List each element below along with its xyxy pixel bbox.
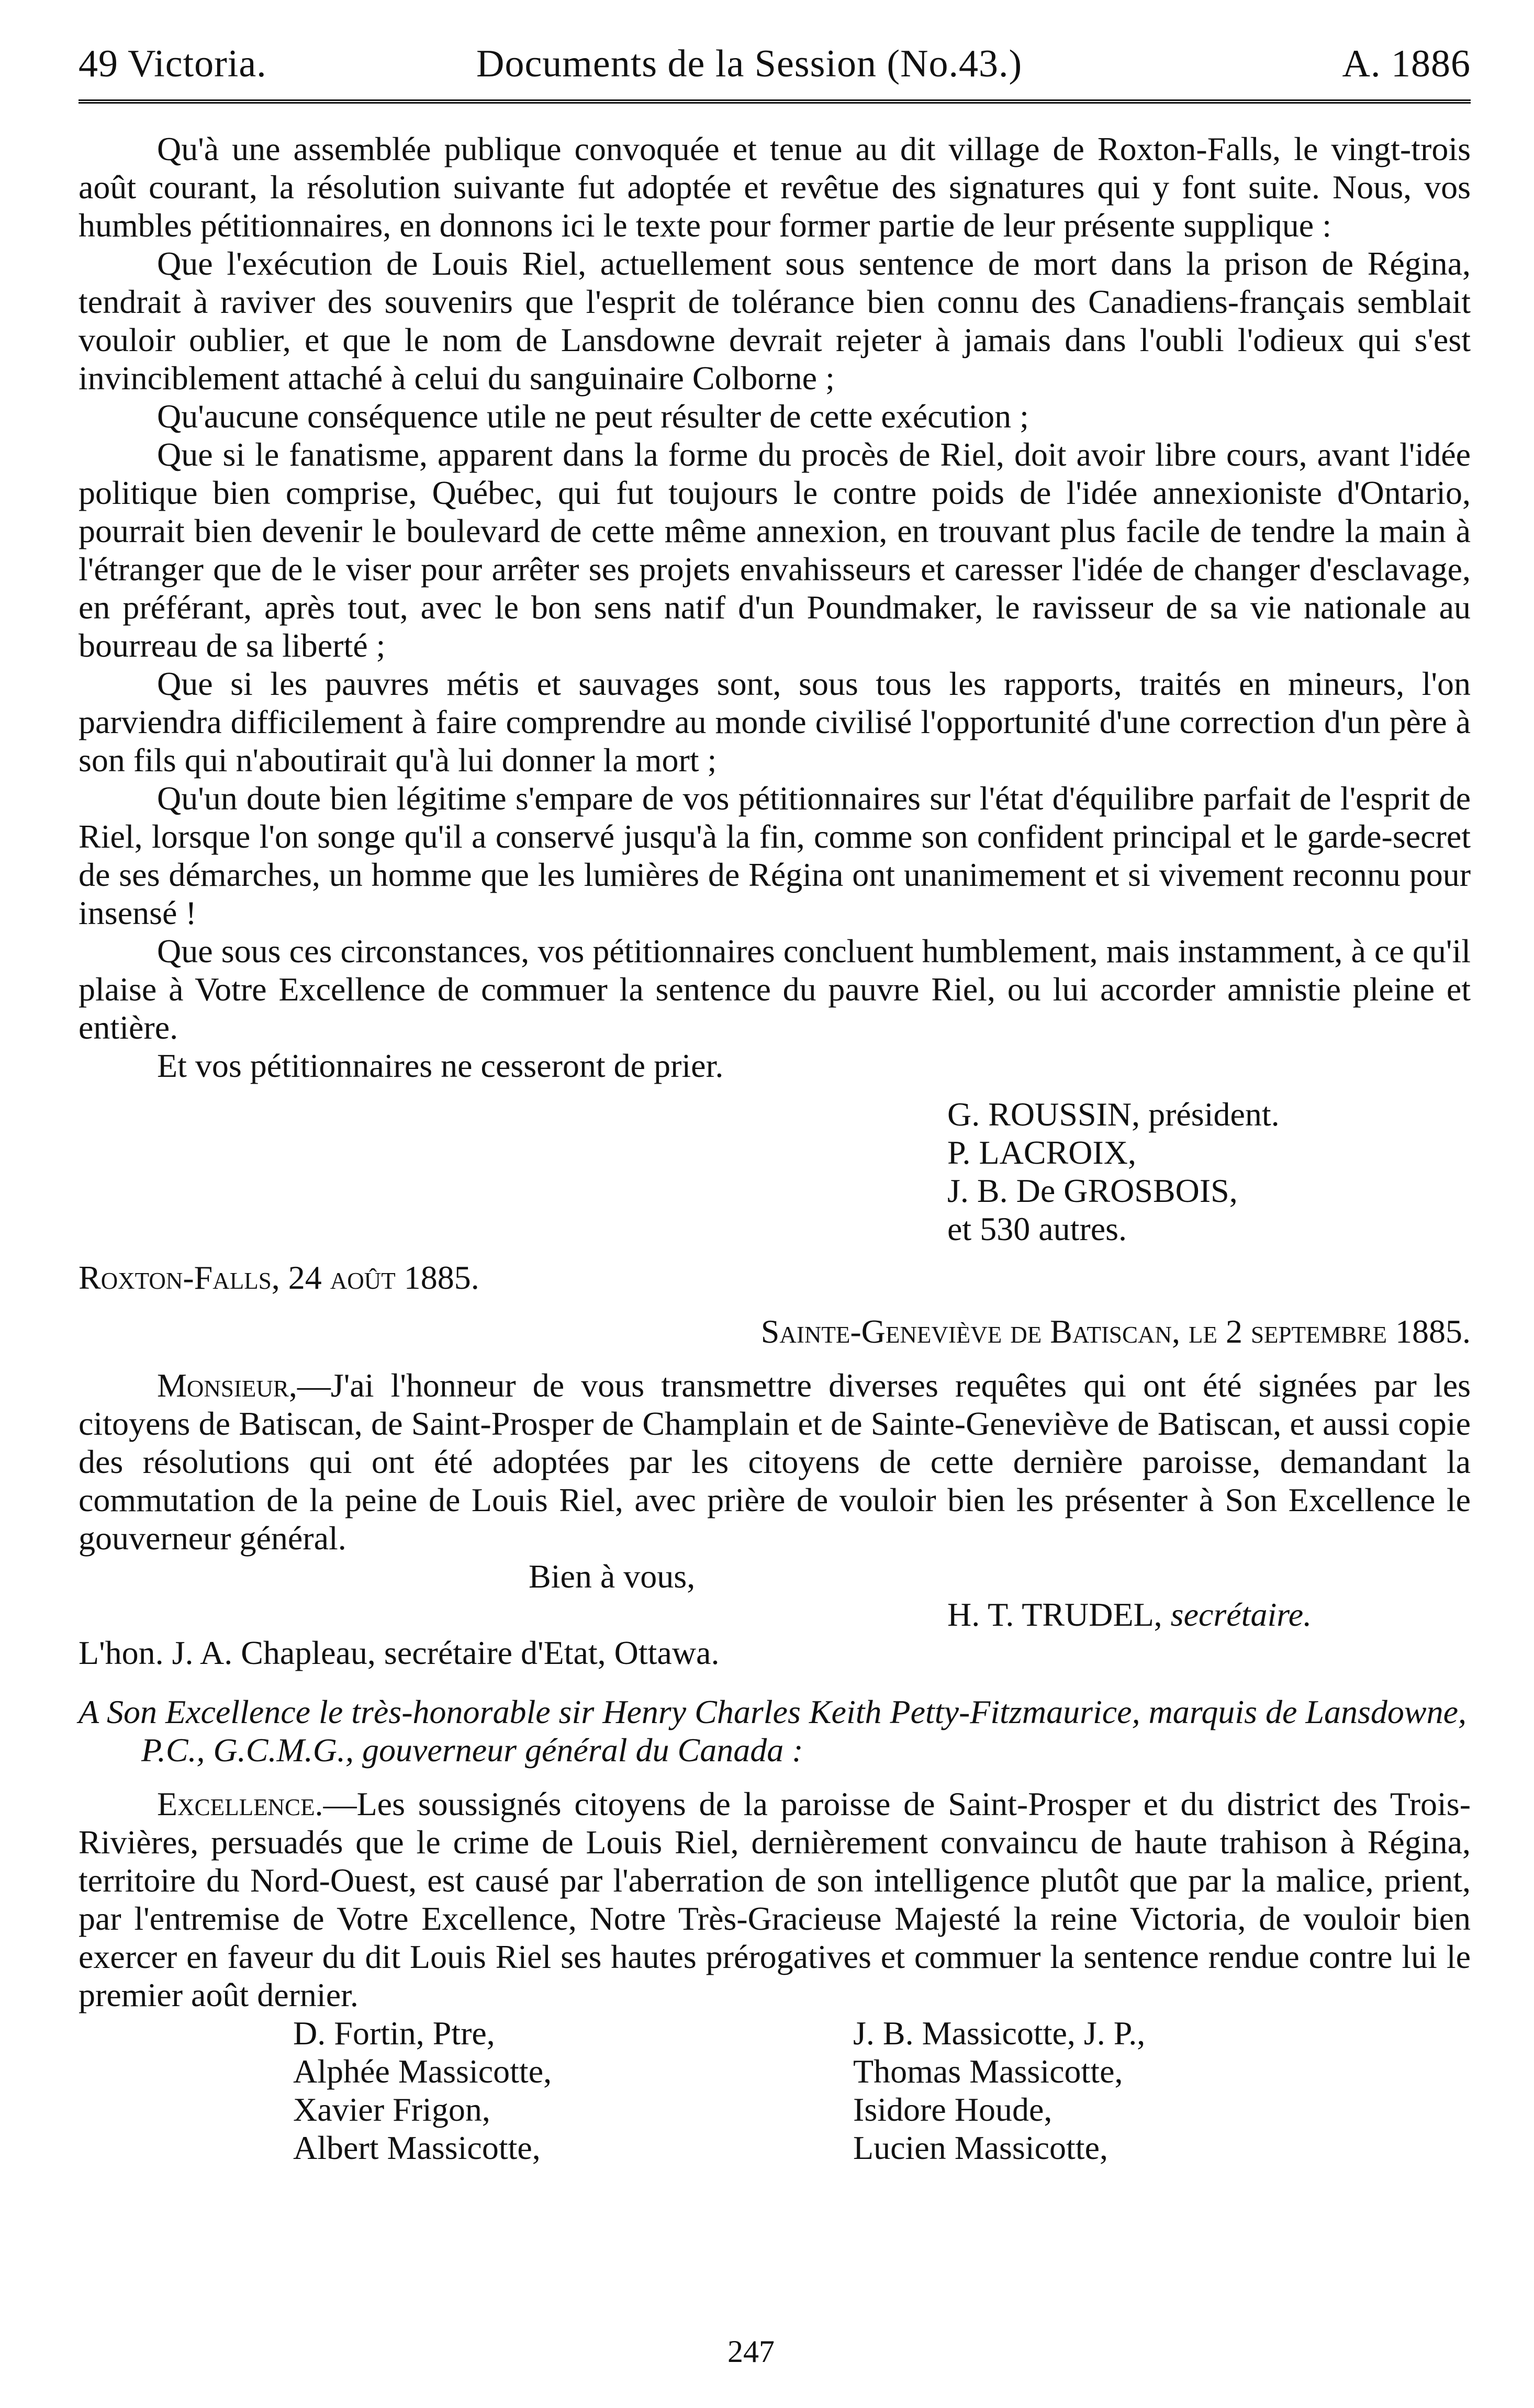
letter-signature [947,1595,1471,1634]
petition-address: A Son Excellence le très-honorable sir Henry Charles Keith Petty-Fitzmaurice, marquis de Lansdowne, P.C., G.C.M.G., gouverneur général du Canada : [79,1693,1466,1769]
petition-body-text: —Les soussignés citoyens de la paroisse de Saint-Prosper et du district des Trois-Rivières, persuadés que le crime de Louis Riel, dernièrement convaincu de haute trahison à Régina, territoire du Nord-Ouest, est causé par l'aberration de son intelligence plutôt que par la malice, prient, par l'entremise de Votre Excellence, Notre Très-Gracieuse Majesté la reine Victoria, de vouloir bien exercer en faveur du dit Louis Riel ses hautes prérogatives et commuer la sentence rendue contre lui le premier août dernier. [79,1785,1471,2013]
letter-signature-title: secrétaire. [1170,1596,1312,1633]
signatory: J. B. Massicotte, J. P., [853,2015,1146,2052]
paragraph: Et vos pétitionnaires ne cesseront de prier. [157,1047,724,1084]
letter-body-text: —J'ai l'honneur de vous transmettre diverses requêtes qui ont été signées par les citoyens de Batiscan, de Saint-Prosper de Champlain et de Sainte-Geneviève de Batiscan, et aussi copie des résolutions qui ont été adoptées par les citoyens de cette dernière paroisse, demandant la commutation de la peine de Louis Riel, avec prière de vouloir bien les présenter à Son Excellence le gouverneur général. [79,1367,1471,1557]
letter-body [79,1366,1471,1557]
paragraph: Que sous ces circonstances, vos pétitionnaires concluent humblement, mais instamment, à ce qu'il plaise à Votre Excellence de commuer la sentence du pauvre Riel, ou lui accorder amnistie pleine et entière. [79,932,1471,1046]
petition-place-date: Roxton-Falls, 24 août 1885. [79,1259,479,1296]
petition-paragraph [79,1785,1471,2014]
paragraph: Qu'à une assemblée publique convoquée et tenue au dit village de Roxton-Falls, le vingt-trois août courant, la résolution suivante fut adoptée et revêtue des signatures qui y font suite. Nous, vos humbles pétitionnaires, en donnons ici le texte pour former partie de leur présente supplique : [79,130,1471,244]
paragraph: Qu'aucune conséquence utile ne peut résulter de cette exécution ; [157,398,1029,435]
page-number: 247 [727,2334,775,2369]
running-header [79,21,1471,89]
signatory: Thomas Massicotte, [853,2053,1123,2090]
signatories-list [293,2014,1471,2167]
signatory: Alphée Massicotte, [293,2053,552,2090]
header-rule [79,99,1471,119]
signatory: Lucien Massicotte, [853,2129,1108,2166]
signatory: Albert Massicotte, [293,2129,541,2166]
signature-line: J. B. De GROSBOIS, [947,1172,1238,1209]
petition-signatures [79,1095,1471,1248]
signature-line: P. LACROIX, [947,1134,1136,1171]
paragraph: Qu'un doute bien légitime s'empare de vos pétitionnaires sur l'état d'équilibre parfait de l'esprit de Riel, lorsque l'on songe qu'il a conservé jusqu'à la fin, comme son confident principal et le garde-secret de ses démarches, un homme que les lumières de Régina ont unanimement et si vivement reconnu pour insensé ! [79,780,1471,931]
letter-place-date-text: Sainte-Geneviève de Batiscan, le 2 septembre 1885. [760,1313,1471,1350]
signatory: Isidore Houde, [853,2091,1052,2128]
petition-saint-prosper [79,1785,1471,2014]
header-volume: 49 Victoria. [79,42,267,85]
signature-line: et 530 autres. [947,1210,1127,1247]
letter-addressee: L'hon. J. A. Chapleau, secrétaire d'Etat, Ottawa. [79,1634,720,1671]
document-page [79,21,1471,2386]
letter-closing: Bien à vous, [529,1558,696,1595]
petition-roxton-falls [79,130,1471,1085]
paragraph: Que l'exécution de Louis Riel, actuellement sous sentence de mort dans la prison de Régina, tendrait à raviver des souvenirs que l'esprit de tolérance bien connu des Canadiens-français semblait vouloir oublier, et que le nom de Lansdowne devrait rejeter à jamais dans l'oubli l'odieux qui s'est invinciblement attaché à celui du sanguinaire Colborne ; [79,245,1471,397]
signatory: D. Fortin, Ptre, [293,2015,495,2052]
signature-line: G. ROUSSIN, président. [947,1096,1280,1133]
letter-signature-name: H. T. TRUDEL, [947,1596,1162,1633]
paragraph: Que si les pauvres métis et sauvages sont, sous tous les rapports, traités en mineurs, l'on parviendra difficilement à faire comprendre au monde civilisé l'opportunité d'une correction d'un père à son fils qui n'aboutirait qu'à lui donner la mort ; [79,665,1471,779]
signatory: Xavier Frigon, [293,2091,490,2128]
letter-place-date [79,1312,1471,1351]
header-year: A. 1886 [1342,42,1471,85]
paragraph: Que si le fanatisme, apparent dans la forme du procès de Riel, doit avoir libre cours, avant l'idée politique bien comprise, Québec, qui fut toujours le contre poids de l'idée annexioniste d'Ontario, pourrait bien devenir le boulevard de cette même annexion, en trouvant plus facile de tendre la main à l'étranger que de le viser pour arrêter ses projets envahisseurs et caresser l'idée de changer d'esclavage, en préférant, après tout, avec le bon sens natif d'un Poundmaker, le ravisseur de sa vie nationale au bourreau de sa liberté ; [79,436,1471,664]
petition-salutation: Excellence. [157,1785,323,1822]
letter-salutation: Monsieur, [157,1367,297,1404]
letter-paragraph [79,1366,1471,1557]
header-title: Documents de la Session (No.43.) [476,42,1023,85]
